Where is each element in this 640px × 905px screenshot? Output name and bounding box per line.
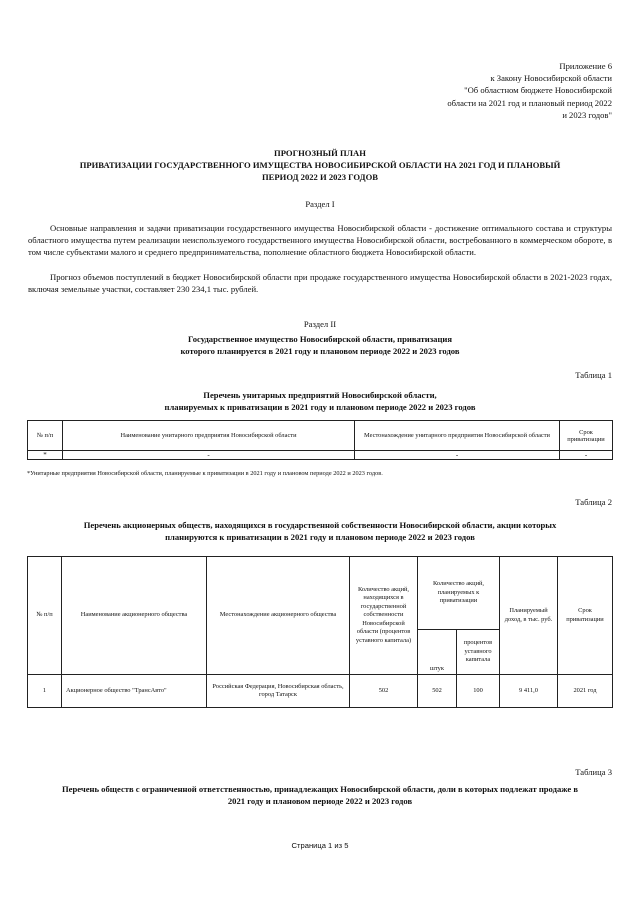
header-cell: Планируемый доход, в тыс. руб.	[500, 557, 558, 675]
header-cell: Количество акций, находящихся в государственной собственности Новосибирской области (процентов уставного капитала)	[350, 557, 418, 675]
table-title-line: планируются к приватизации в 2021 году и плановом периоде 2022 и 2023 годов	[165, 532, 475, 543]
table-cell: Российская Федерация, Новосибирская область, город Татарск	[207, 675, 350, 708]
title-line: ПРОГНОЗНЫЙ ПЛАН	[274, 148, 366, 158]
appendix-line: "Об областном бюджете Новосибирской	[464, 85, 612, 96]
section-2-heading: Раздел II	[303, 319, 337, 329]
table-1-footnote: *Унитарные предприятия Новосибирской области, планируемые к приватизации в 2021 году и плановом периоде 2022 и 2023 годов.	[27, 470, 383, 477]
header-cell: Срок приватизации	[560, 421, 613, 451]
table-cell: -	[63, 451, 355, 460]
table-cell: 2021 год	[558, 675, 613, 708]
table-cell: 100	[457, 675, 500, 708]
header-cell: штук	[418, 630, 457, 675]
title-line: ПЕРИОД 2022 И 2023 ГОДОВ	[261, 172, 378, 183]
table-title-line: Перечень обществ с ограниченной ответственностью, принадлежащих Новосибирской области, доли в которых подлежат продаже в	[62, 784, 578, 794]
section-1-paragraph-1: Основные направления и задачи приватизации государственного имущества Новосибирской области - достижение оптимального состава и структуры областного имущества путем реализации неиспользуемого государственного имущества Новосибирской области, востребованного в коммерческом обороте, в том числе субъектами малого и среднего предпринимательства, пополнение областного бюджета Новосибирской области.	[28, 223, 612, 258]
table-title-line: Перечень акционерных обществ, находящихся в государственной собственности Новосибирской области, акции которых	[83, 520, 557, 530]
subtitle-line: Государственное имущество Новосибирской области, приватизация	[187, 334, 453, 344]
section-1-paragraph-2: Прогноз объемов поступлений в бюджет Новосибирской области при продаже государственного имущества Новосибирской области в 2021-2023 годах, включая земельные участки, составляет 230 234,1 тыс. рублей.	[28, 272, 612, 295]
appendix-line: к Закону Новосибирской области	[490, 73, 612, 84]
header-cell: Наименование унитарного предприятия Новосибирской области	[63, 421, 355, 451]
table-cell: 502	[418, 675, 457, 708]
section-1-heading: Раздел I	[305, 199, 335, 209]
table-title-line: Перечень унитарных предприятий Новосибирской области,	[203, 390, 437, 400]
subtitle-line: которого планируется в 2021 году и плановом периоде 2022 и 2023 годов	[180, 346, 460, 357]
table-row	[28, 451, 613, 460]
table-3-title	[20, 783, 620, 807]
header-cell: Местонахождение акционерного общества	[207, 557, 350, 675]
section-2-subtitle	[20, 333, 620, 357]
table-cell: 1	[28, 675, 62, 708]
table-title-line: планируемых к приватизации в 2021 году и плановом периоде 2022 и 2023 годов	[164, 402, 476, 413]
table-cell: 9 411,0	[500, 675, 558, 708]
table-row	[28, 675, 613, 708]
table-cell: 502	[350, 675, 418, 708]
table-1-title	[20, 389, 620, 413]
appendix-note	[447, 60, 612, 121]
table-2-label: Таблица 2	[575, 497, 612, 507]
page-footer: Страница 1 из 5	[291, 841, 349, 850]
title-line: ПРИВАТИЗАЦИИ ГОСУДАРСТВЕННОГО ИМУЩЕСТВА НОВОСИБИРСКОЙ ОБЛАСТИ НА 2021 ГОД И ПЛАНОВЫЙ	[79, 160, 561, 171]
table-1-label: Таблица 1	[575, 370, 612, 380]
appendix-line: Приложение 6	[559, 61, 612, 71]
header-cell: Наименование акционерного общества	[62, 557, 207, 675]
header-cell: № п/п	[28, 557, 62, 675]
header-cell: № п/п	[28, 421, 63, 451]
appendix-line: области на 2021 год и плановый период 2022	[447, 97, 612, 108]
table-3-label: Таблица 3	[575, 767, 612, 777]
header-cell: Количество акций, планируемых к приватизации	[418, 557, 500, 630]
table-header-row	[28, 421, 613, 451]
table-header-row	[28, 557, 613, 630]
table-cell: Акционерное общество "ТрансАвто"	[62, 675, 207, 708]
header-cell: процентов уставного капитала	[457, 630, 500, 675]
table-2-title	[20, 519, 620, 543]
joint-stock-companies-table	[27, 556, 613, 708]
table-cell: *	[28, 451, 63, 460]
table-cell: -	[355, 451, 560, 460]
table-title-line: 2021 году и плановом периоде 2022 и 2023 годов	[227, 796, 413, 807]
table-cell: -	[560, 451, 613, 460]
header-cell: Срок приватизации	[558, 557, 613, 675]
unitary-enterprises-table	[27, 420, 613, 460]
appendix-line: и 2023 годов"	[562, 109, 612, 120]
document-title	[20, 147, 620, 184]
header-cell: Местонахождение унитарного предприятия Новосибирской области	[355, 421, 560, 451]
